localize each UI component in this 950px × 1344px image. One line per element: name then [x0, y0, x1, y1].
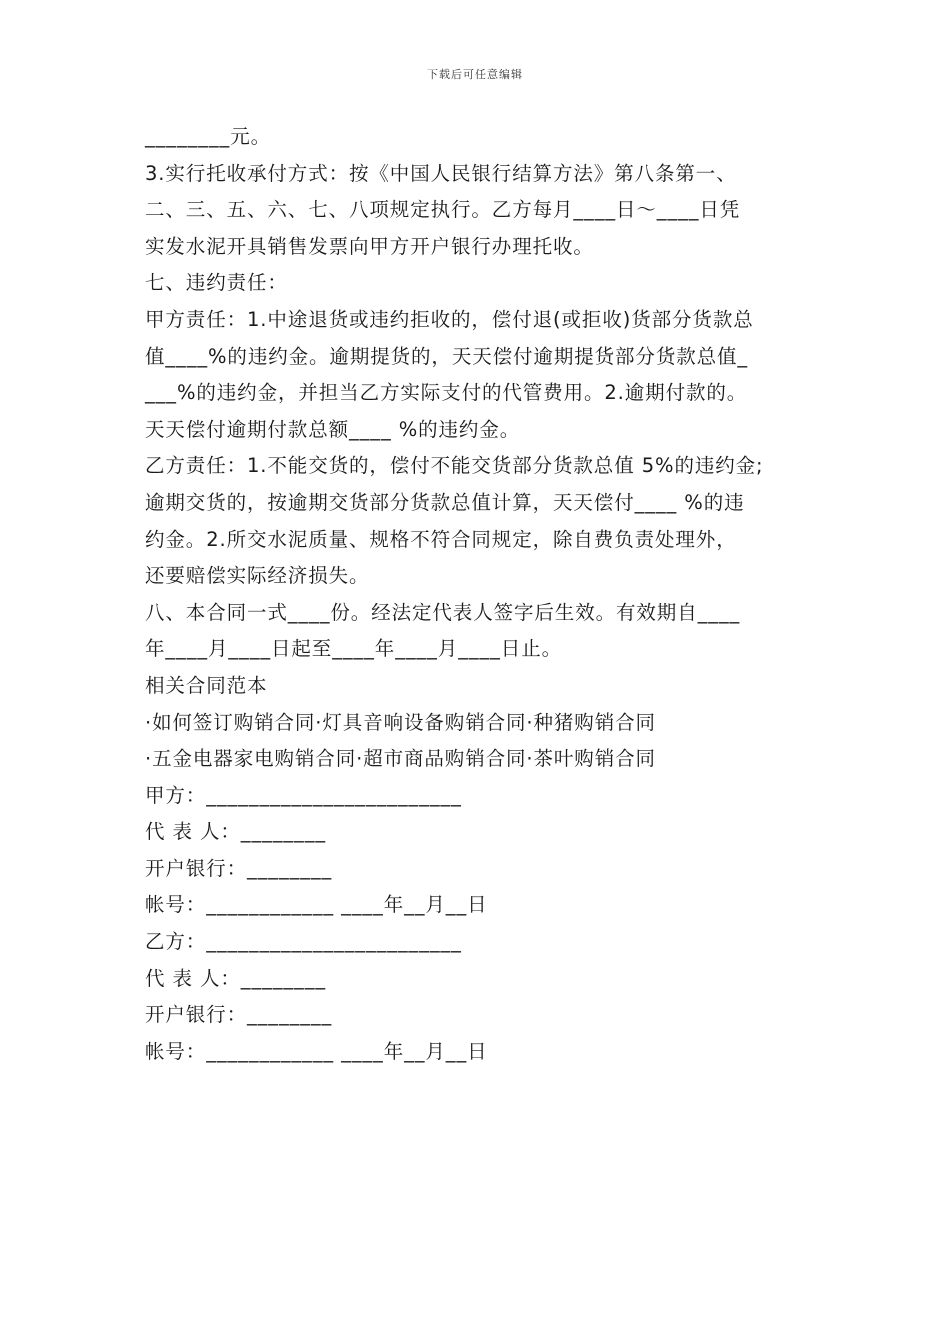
party-b-liability-line-3: 约金。2.所交水泥质量、规格不符合同规定，除自费负责处理外，	[145, 527, 737, 551]
party-a-representative-field: 代 表 人：________	[145, 820, 326, 844]
party-b-liability-line-1: 乙方责任：1.不能交货的，偿付不能交货部分货款总值 5%的违约金;	[145, 454, 764, 478]
collection-method-line-3: 实发水泥开具销售发票向甲方开户银行办理托收。	[145, 234, 594, 258]
collection-method-line-1: 3.实行托收承付方式：按《中国人民银行结算方法》第八条第一、	[145, 161, 737, 185]
related-templates-heading: 相关合同范本	[145, 673, 268, 697]
document-body	[145, 119, 810, 1070]
party-a-signature-field: 甲方：________________________	[145, 783, 462, 807]
party-b-account-date-field: 帐号：____________ ____年__月__日	[145, 1039, 488, 1063]
party-a-liability-line-2: 值____%的违约金。逾期提货的，天天偿付逾期提货部分货款总值_	[145, 344, 749, 368]
page-header: 下载后可任意编辑	[427, 68, 523, 81]
related-templates-list-2: ·五金电器家电购销合同·超市商品购销合同·茶叶购销合同	[145, 747, 656, 771]
related-templates-list-1: ·如何签订购销合同·灯具音响设备购销合同·种猪购销合同	[145, 710, 656, 734]
party-b-signature-field: 乙方：________________________	[145, 930, 462, 954]
party-b-representative-field: 代 表 人：________	[145, 966, 326, 990]
contract-copies-line-1: 八、本合同一式____份。经法定代表人签字后生效。有效期自____	[145, 600, 741, 624]
party-a-account-date-field: 帐号：____________ ____年__月__日	[145, 893, 488, 917]
collection-method-line-2: 二、三、五、六、七、八项规定执行。乙方每月____日～____日凭	[145, 198, 741, 222]
party-b-bank-field: 开户银行：________	[145, 1003, 333, 1027]
party-a-liability-line-3: ___%的违约金，并担当乙方实际支付的代管费用。2.逾期付款的。	[145, 381, 748, 405]
party-b-liability-line-4: 还要赔偿实际经济损失。	[145, 564, 370, 588]
section-heading-liability: 七、违约责任：	[145, 271, 288, 295]
contract-copies-line-2: 年____月____日起至____年____月____日止。	[145, 637, 562, 661]
party-a-liability-line-1: 甲方责任：1.中途退货或违约拒收的，偿付退(或拒收)货部分货款总	[145, 307, 754, 331]
party-a-bank-field: 开户银行：________	[145, 856, 333, 880]
payment-amount-line: ________元。	[145, 125, 271, 148]
party-a-liability-line-4: 天天偿付逾期付款总额____ %的违约金。	[145, 417, 521, 441]
party-b-liability-line-2: 逾期交货的，按逾期交货部分货款总值计算，天天偿付____ %的违	[145, 490, 745, 514]
